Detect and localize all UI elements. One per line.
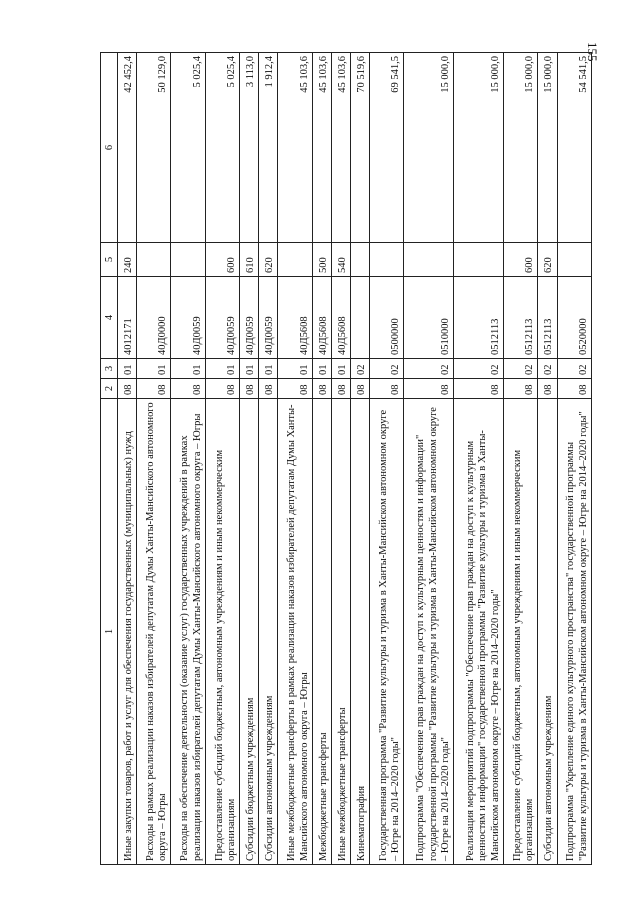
cell-c5: 610 [240,243,259,277]
cell-c2: 08 [240,379,259,399]
cell-c3: 01 [259,359,278,379]
cell-c3: 02 [370,359,404,379]
cell-sum: 54 541,5 [557,53,592,243]
table-body [118,53,592,865]
table-row [454,53,504,865]
cell-c3: 01 [312,359,331,379]
cell-c2: 08 [118,379,137,399]
header-col-6: 6 [101,53,118,243]
cell-c3: 02 [454,359,504,379]
cell-c2: 08 [454,379,504,399]
cell-c3: 02 [538,359,557,379]
cell-c2: 08 [331,379,350,399]
cell-c2: 08 [538,379,557,399]
cell-c4: 0512113 [454,277,504,359]
cell-c5 [171,243,205,277]
cell-c3: 02 [504,359,538,379]
cell-c2: 08 [205,379,239,399]
cell-c4: 40Д0059 [205,277,239,359]
cell-name: Субсидии автономным учреждениям [259,399,278,865]
cell-c5 [278,243,312,277]
cell-c3: 01 [331,359,350,379]
cell-c2: 08 [504,379,538,399]
cell-c5 [404,243,454,277]
cell-sum: 15 000,0 [504,53,538,243]
cell-c3: 01 [278,359,312,379]
table-row [312,53,331,865]
cell-sum: 45 103,6 [331,53,350,243]
cell-name: Иные межбюджетные трансферты [331,399,350,865]
cell-c3: 01 [118,359,137,379]
cell-c5 [454,243,504,277]
budget-sheet [100,45,600,865]
cell-c4: 40Д0059 [259,277,278,359]
header-col-1: 1 [101,399,118,865]
cell-c3: 02 [557,359,592,379]
cell-name: Межбюджетные трансферты [312,399,331,865]
cell-sum: 50 129,0 [137,53,171,243]
cell-c4: 40Д0000 [137,277,171,359]
cell-name: Иные межбюджетные трансферты в рамках реализации наказов избирателей депутатам Думы Ханты-Мансийского автономного округа – Югры [278,399,312,865]
cell-c4 [351,277,370,359]
header-row [101,53,118,865]
cell-c3: 01 [137,359,171,379]
cell-c4: 0520000 [557,277,592,359]
cell-name: Кинематография [351,399,370,865]
cell-name: Подпрограмма "Укрепление единого культурного пространства" государственной программы "Развитие культуры и туризма в Ханты-Мансийском автономном округе – Югре на 2014–2020 годы" [557,399,592,865]
table-row [171,53,205,865]
cell-sum: 1 912,4 [259,53,278,243]
cell-c5: 240 [118,243,137,277]
cell-sum: 45 103,6 [312,53,331,243]
cell-c3: 01 [240,359,259,379]
cell-sum: 15 000,0 [404,53,454,243]
cell-name: Предоставление субсидий бюджетным, автономным учреждениям и иным некоммерческим организациям [205,399,239,865]
cell-c4: 0512113 [504,277,538,359]
page-number: 155 [585,42,600,62]
cell-sum: 70 519,6 [351,53,370,243]
cell-c2: 08 [137,379,171,399]
cell-name: Подпрограмма "Обеспечение прав граждан на доступ к культурным ценностям и информации" государственной программы "Развитие культуры и туризма в Ханты-Мансийском автономном округе – Югре на 2014–2020 годы" [404,399,454,865]
cell-c2: 08 [312,379,331,399]
cell-c4: 0500000 [370,277,404,359]
cell-sum: 15 000,0 [454,53,504,243]
cell-c5 [370,243,404,277]
cell-sum: 15 000,0 [538,53,557,243]
cell-c3: 01 [171,359,205,379]
header-col-4: 4 [101,277,118,359]
cell-c4: 40Д0059 [171,277,205,359]
table-row [118,53,137,865]
cell-c3: 02 [404,359,454,379]
cell-c5 [351,243,370,277]
cell-sum: 5 025,4 [205,53,239,243]
cell-name: Реализация мероприятий подпрограммы "Обеспечение прав граждан на доступ к культурным ценностям и информации" государственной программы "Развитие культуры и туризма в Ханты-Мансийском автономном округе – Югре на 2014–2020 годы" [454,399,504,865]
cell-sum: 3 113,0 [240,53,259,243]
cell-sum: 69 541,5 [370,53,404,243]
table-row [504,53,538,865]
cell-c5 [557,243,592,277]
cell-c5 [137,243,171,277]
cell-c3: 01 [205,359,239,379]
cell-c4: 40Д0059 [240,277,259,359]
cell-c5: 620 [538,243,557,277]
cell-sum: 45 103,6 [278,53,312,243]
cell-name: Расходы в рамках реализации наказов избирателей депутатам Думы Ханты-Мансийского автономного округа – Югры [137,399,171,865]
cell-c5: 600 [504,243,538,277]
cell-c2: 08 [557,379,592,399]
budget-table [100,52,592,865]
cell-sum: 42 452,4 [118,53,137,243]
table-row [404,53,454,865]
cell-c2: 08 [370,379,404,399]
cell-c4: 0512113 [538,277,557,359]
cell-c2: 08 [351,379,370,399]
cell-c2: 08 [278,379,312,399]
table-row [240,53,259,865]
cell-name: Субсидии автономным учреждениям [538,399,557,865]
cell-name: Субсидии бюджетным учреждениям [240,399,259,865]
table-row [538,53,557,865]
cell-c4: 0510000 [404,277,454,359]
cell-c4: 4012171 [118,277,137,359]
header-col-3: 3 [101,359,118,379]
cell-name: Государственная программа "Развитие культуры и туризма в Ханты-Мансийском автономном округе – Югре на 2014–2020 годы" [370,399,404,865]
cell-c4: 40Д5608 [331,277,350,359]
table-row [370,53,404,865]
table-row [331,53,350,865]
cell-c5: 620 [259,243,278,277]
cell-c4: 40Д5608 [278,277,312,359]
cell-name: Расходы на обеспечение деятельности (оказание услуг) государственных учреждений в рамках реализации наказов избирателей депутатам Думы Ханты-Мансийского автономного округа – Югры [171,399,205,865]
cell-c5: 540 [331,243,350,277]
cell-name: Предоставление субсидий бюджетным, автономным учреждениям и иным некоммерческим организациям [504,399,538,865]
cell-c2: 08 [171,379,205,399]
cell-c2: 08 [259,379,278,399]
header-col-2: 2 [101,379,118,399]
table-row [205,53,239,865]
cell-name: Иные закупки товаров, работ и услуг для обеспечения государственных (муниципальных) нужд [118,399,137,865]
cell-c4: 40Д5608 [312,277,331,359]
cell-c2: 08 [404,379,454,399]
cell-c3: 02 [351,359,370,379]
table-row [351,53,370,865]
table-row [259,53,278,865]
cell-sum: 5 025,4 [171,53,205,243]
table-row [137,53,171,865]
cell-c5: 600 [205,243,239,277]
cell-c5: 500 [312,243,331,277]
table-row [278,53,312,865]
header-col-5: 5 [101,243,118,277]
table-row [557,53,592,865]
